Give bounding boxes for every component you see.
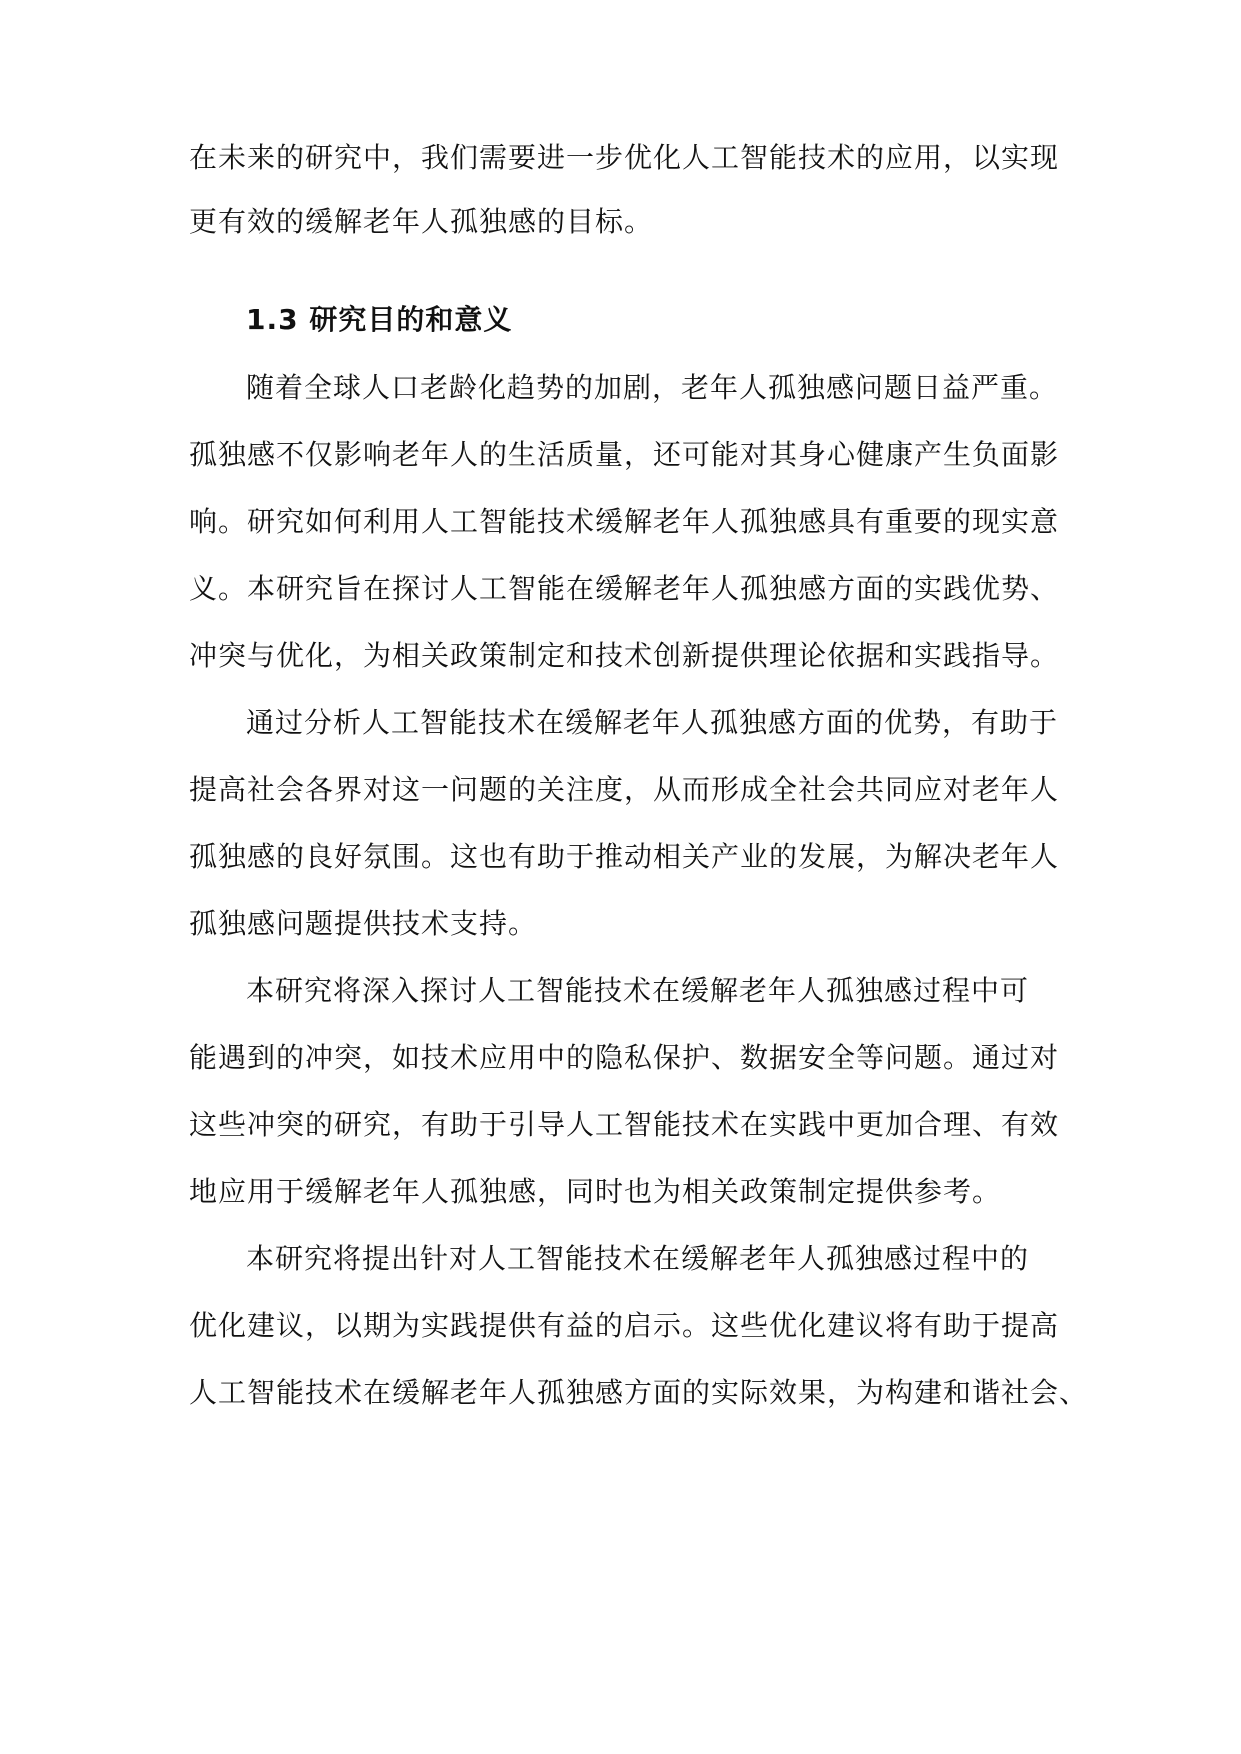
text-line: 响。研究如何利用人工智能技术缓解老年人孤独感具有重要的现实意	[189, 505, 1060, 538]
paragraph-first-line: 本研究将深入探讨人工智能技术在缓解老年人孤独感过程中可	[246, 974, 1030, 1007]
paragraph-first-line: 通过分析人工智能技术在缓解老年人孤独感方面的优势，有助于	[246, 706, 1059, 739]
text-line: 孤独感问题提供技术支持。	[189, 907, 538, 940]
text-line: 地应用于缓解老年人孤独感，同时也为相关政策制定提供参考。	[189, 1175, 1002, 1208]
text-line: 义。本研究旨在探讨人工智能在缓解老年人孤独感方面的实践优势、	[189, 572, 1060, 605]
text-line: 人工智能技术在缓解老年人孤独感方面的实际效果，为构建和谐社会、	[189, 1376, 1089, 1409]
text-line: 这些冲突的研究，有助于引导人工智能技术在实践中更加合理、有效	[189, 1108, 1060, 1141]
text-line: 孤独感的良好氛围。这也有助于推动相关产业的发展，为解决老年人	[189, 840, 1060, 873]
paragraph-first-line: 随着全球人口老龄化趋势的加剧，老年人孤独感问题日益严重。	[246, 371, 1059, 404]
text-line: 冲突与优化，为相关政策制定和技术创新提供理论依据和实践指导。	[189, 639, 1060, 672]
text-line: 优化建议，以期为实践提供有益的启示。这些优化建议将有助于提高	[189, 1309, 1060, 1342]
text-line: 能遇到的冲突，如技术应用中的隐私保护、数据安全等问题。通过对	[189, 1041, 1060, 1074]
text-line: 提高社会各界对这一问题的关注度，从而形成全社会共同应对老年人	[189, 773, 1060, 806]
text-line: 在未来的研究中，我们需要进一步优化人工智能技术的应用，以实现	[189, 141, 1060, 174]
text-line: 孤独感不仅影响老年人的生活质量，还可能对其身心健康产生负面影	[189, 438, 1060, 471]
section-heading: 1.3 研究目的和意义	[246, 303, 513, 336]
text-line: 更有效的缓解老年人孤独感的目标。	[189, 205, 654, 238]
paragraph-first-line: 本研究将提出针对人工智能技术在缓解老年人孤独感过程中的	[246, 1242, 1030, 1275]
